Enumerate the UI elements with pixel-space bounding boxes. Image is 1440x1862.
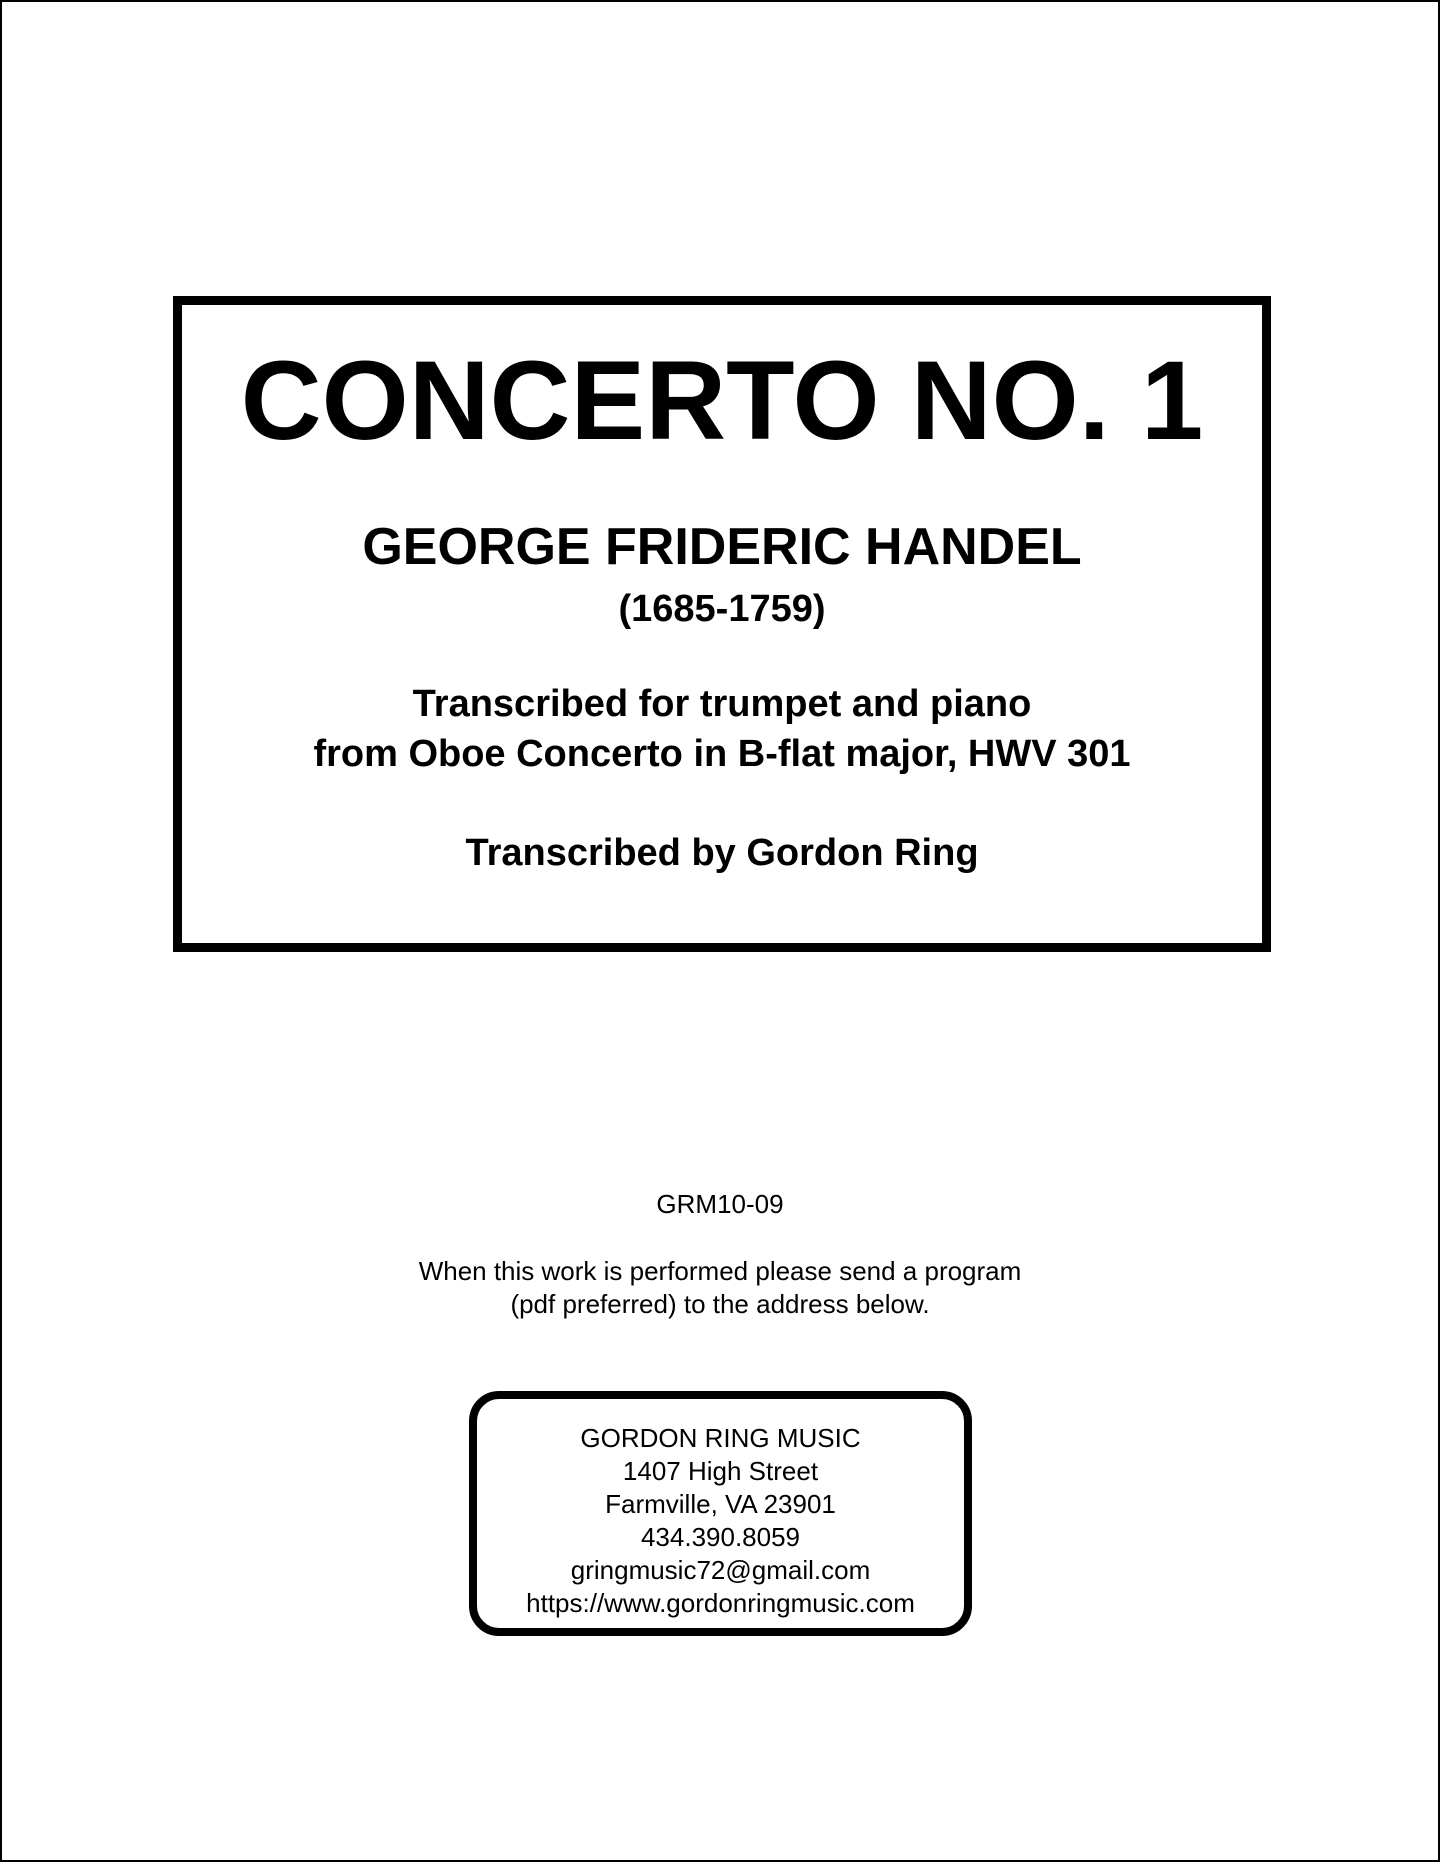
program-note — [0, 1255, 1440, 1321]
transcription-line-2: from Oboe Concerto in B-flat major, HWV 301 — [313, 733, 1131, 775]
transcriber-credit: Transcribed by Gordon Ring — [465, 832, 979, 874]
publisher-website[interactable]: https://www.gordonringmusic.com — [526, 1588, 915, 1618]
program-note-line-1: When this work is performed please send a program — [418, 1256, 1022, 1286]
composer-name: GEORGE FRIDERIC HANDEL — [362, 518, 1082, 576]
transcription-line-1: Transcribed for trumpet and piano — [412, 683, 1032, 725]
transcription-description — [182, 679, 1262, 779]
page-title: CONCERTO NO. 1 — [240, 338, 1204, 463]
title-box — [173, 296, 1271, 952]
composer-dates: (1685-1759) — [618, 588, 826, 630]
publisher-name: GORDON RING MUSIC — [580, 1423, 861, 1453]
program-note-line-2: (pdf preferred) to the address below. — [510, 1289, 930, 1319]
publisher-email[interactable]: gringmusic72@gmail.com — [570, 1555, 871, 1585]
publisher-address-box — [469, 1391, 972, 1636]
catalog-number: GRM10-09 — [656, 1189, 784, 1219]
publisher-phone: 434.390.8059 — [640, 1522, 801, 1552]
publisher-city-state-zip: Farmville, VA 23901 — [605, 1489, 836, 1519]
publisher-street: 1407 High Street — [622, 1456, 819, 1486]
